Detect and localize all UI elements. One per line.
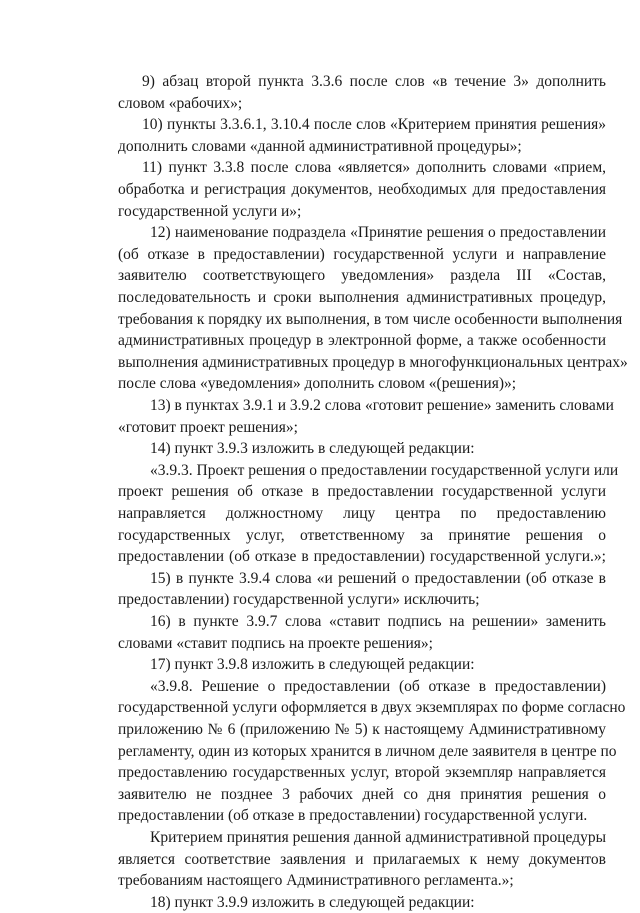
text-line: государственной услуги оформляется в двух экземплярах по форме согласно — [118, 699, 626, 717]
text-line: направляется должностному лицу центра по предоставлению — [118, 505, 606, 522]
text-line: предоставлении) государственной услуги» исключить; — [118, 591, 480, 609]
text-line: административных процедур в электронной форме, а также особенности — [118, 332, 606, 350]
text-line: предоставлении (об отказе в предоставлении) государственной услуги.»; — [118, 548, 606, 566]
text-line: 11) пункт 3.3.8 после слова «является» дополнить словами «прием, — [142, 159, 606, 177]
text-line: регламенту, один из которых хранится в личном деле заявителя в центре по — [118, 742, 617, 760]
text-line: «3.9.3. Проект решения о предоставлении государственной услуги или — [150, 461, 619, 479]
text-line: заявителю соответствующего уведомления» раздела III «Состав, — [118, 267, 606, 285]
text-line: 15) в пункте 3.9.4 слова «и решений о предоставлении (об отказе в — [150, 569, 606, 587]
text-line: 17) пункт 3.9.8 изложить в следующей редакции: — [150, 656, 475, 674]
text-line: 13) в пунктах 3.9.1 и 3.9.2 слова «готовит решение» заменить словами — [150, 397, 614, 414]
text-line: государственной услуги и»; — [118, 202, 302, 220]
text-line: требованиям настоящего Административного регламента.»; — [118, 872, 514, 890]
text-line: выполнения административных процедур в многофункциональных центрах» — [118, 353, 628, 371]
text-line: «3.9.8. Решение о предоставлении (об отказе в предоставлении) — [150, 677, 606, 695]
text-line: 10) пункты 3.3.6.1, 3.10.4 после слов «Критерием принятия решения» — [142, 116, 606, 134]
text-line: 12) наименование подраздела «Принятие решения о предоставлении — [150, 224, 606, 242]
text-line: «готовит проект решения»; — [118, 418, 298, 436]
text-line: требования к порядку их выполнения, в том числе особенности выполнения — [118, 310, 623, 328]
text-line: государственных услуг, ответственному за принятие решения о — [118, 526, 606, 544]
text-line: Критерием принятия решения данной административной процедуры — [150, 829, 606, 846]
text-line: после слова «уведомления» дополнить словом «(решения)»; — [118, 375, 517, 393]
text-line: 16) в пункте 3.9.7 слова «ставит подпись на решении» заменить — [150, 613, 606, 630]
text-line: предоставлении (об отказе в предоставлении) государственной услуги. — [118, 807, 588, 825]
text-line: словом «рабочих»; — [118, 94, 243, 112]
text-line: обработка и регистрация документов, необходимых для предоставления — [118, 181, 606, 198]
text-line: словами «ставит подпись на проекте решения»; — [118, 634, 433, 652]
text-line: является соответствие заявления и прилагаемых к нему документов — [118, 850, 606, 868]
text-line: 9) абзац второй пункта 3.3.6 после слов «в течение 3» дополнить — [142, 73, 606, 90]
text-line: 14) пункт 3.9.3 изложить в следующей редакции: — [150, 440, 475, 458]
text-line: последовательность и сроки выполнения административных процедур, — [118, 289, 606, 306]
text-line: предоставлению государственных услуг, второй экземпляр направляется — [118, 764, 606, 782]
text-line: проект решения об отказе в предоставлении государственной услуги — [118, 483, 606, 501]
text-line: заявителю не позднее 3 рабочих дней со дня принятия решения о — [118, 785, 606, 803]
text-line: дополнить словами «данной административной процедуры»; — [118, 137, 522, 155]
text-line: приложению № 6 (приложению № 5) к настоящему Административному — [118, 721, 606, 738]
text-line: 18) пункт 3.9.9 изложить в следующей редакции: — [150, 893, 475, 911]
text-line: (об отказе в предоставлении) государственной услуги и направление — [118, 245, 606, 263]
